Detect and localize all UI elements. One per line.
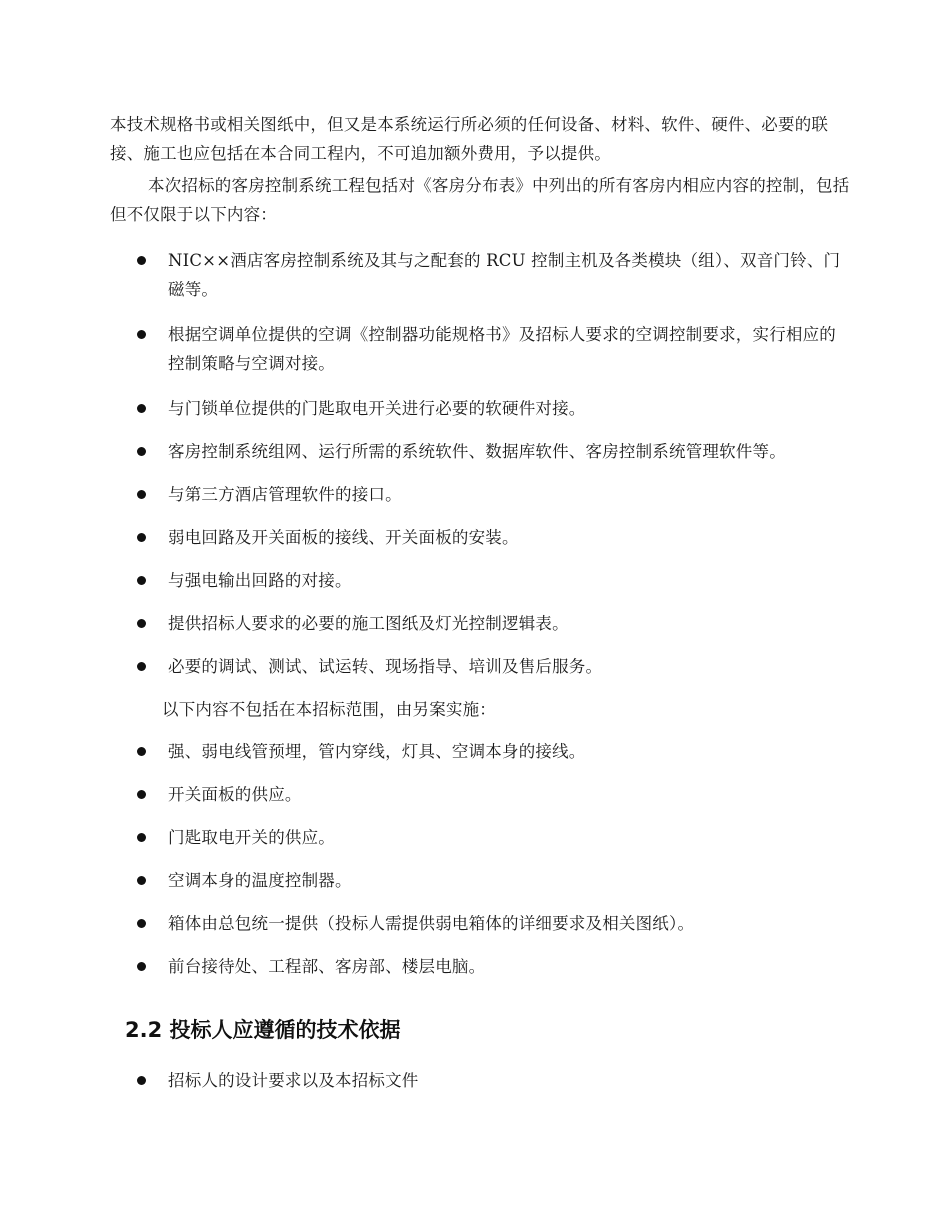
bullet-icon [137, 533, 146, 542]
list-item-text: 与强电输出回路的对接。 [168, 571, 352, 590]
bullet-icon [137, 962, 146, 971]
list-item-text: 根据空调单位提供的空调《控制器功能规格书》及招标人要求的空调控制要求，实行相应的控制策略与空调对接。 [168, 325, 836, 373]
list-item-text: 与门锁单位提供的门匙取电开关进行必要的软硬件对接。 [168, 399, 586, 418]
bullet-icon [137, 833, 146, 842]
section-heading: 2.2 投标人应遵循的技术依据 [125, 1018, 401, 1042]
list-item-text: NIC××酒店客房控制系统及其与之配套的 RCU 控制主机及各类模块（组）、双音门铃、门磁等。 [168, 251, 841, 299]
bullet-icon [137, 1076, 146, 1085]
list-item-text: 必要的调试、测试、试运转、现场指导、培训及售后服务。 [168, 657, 603, 676]
bullet-icon [137, 790, 146, 799]
bullet-icon [137, 919, 146, 928]
bullet-icon [137, 576, 146, 585]
bullet-icon [137, 447, 146, 456]
bullet-icon [137, 876, 146, 885]
list-item-text: 弱电回路及开关面板的接线、开关面板的安装。 [168, 528, 519, 547]
bullet-icon [137, 256, 146, 265]
list-item-text: 强、弱电线管预埋，管内穿线，灯具、空调本身的接线。 [168, 742, 586, 761]
bullet-icon [137, 662, 146, 671]
paragraph-scope-intro: 本次招标的客房控制系统工程包括对《客房分布表》中列出的所有客房内相应内容的控制，包括但不仅限于以下内容： [110, 176, 850, 224]
bullet-icon [137, 490, 146, 499]
list-item-text: 箱体由总包统一提供（投标人需提供弱电箱体的详细要求及相关图纸）。 [168, 914, 695, 933]
list-item-text: 与第三方酒店管理软件的接口。 [168, 485, 402, 504]
list-item-text: 空调本身的温度控制器。 [168, 871, 352, 890]
paragraph-exclusion-intro: 以下内容不包括在本招标范围，由另案实施： [162, 700, 496, 719]
bullet-icon [137, 619, 146, 628]
list-item-text: 前台接待处、工程部、客房部、楼层电脑。 [168, 957, 486, 976]
bullet-icon [137, 330, 146, 339]
list-item-text: 客房控制系统组网、运行所需的系统软件、数据库软件、客房控制系统管理软件等。 [168, 442, 786, 461]
bullet-icon [137, 747, 146, 756]
list-item-text: 开关面板的供应。 [168, 785, 302, 804]
list-item-text: 门匙取电开关的供应。 [168, 828, 335, 847]
list-item-text: 提供招标人要求的必要的施工图纸及灯光控制逻辑表。 [168, 614, 569, 633]
bullet-icon [137, 404, 146, 413]
paragraph-continuation: 本技术规格书或相关图纸中，但又是本系统运行所必须的任何设备、材料、软件、硬件、必要的联接、施工也应包括在本合同工程内，不可追加额外费用，予以提供。 [110, 115, 829, 163]
list-item-text: 招标人的设计要求以及本招标文件 [168, 1071, 419, 1090]
